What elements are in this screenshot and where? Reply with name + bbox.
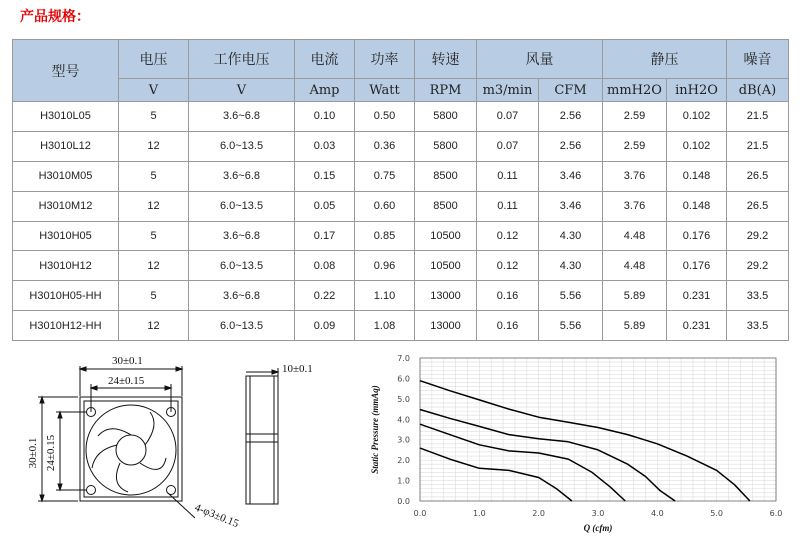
x-tick-label: 0.0 [413,509,427,518]
cell-m3: 0.11 [477,191,539,221]
cell-v: 5 [119,281,189,311]
cell-m3: 0.12 [477,251,539,281]
cell-watt: 0.75 [355,161,415,191]
cell-rpm: 8500 [415,191,477,221]
cell-m3: 0.12 [477,221,539,251]
cell-amp: 0.15 [295,161,355,191]
cell-v: 5 [119,161,189,191]
cell-wv: 6.0~13.5 [189,311,295,341]
cell-cfm: 3.46 [539,161,603,191]
y-tick-label: 1.0 [397,476,410,486]
table-row [13,191,789,221]
cell-db: 33.5 [727,311,789,341]
y-tick-label: 6.0 [397,374,410,384]
cell-amp: 0.05 [295,191,355,221]
table-row [13,221,789,251]
cell-cfm: 3.46 [539,191,603,221]
cell-inch: 0.231 [667,311,727,341]
thickness-dimension: 10±0.1 [282,363,313,375]
unit-power: Watt [355,79,415,102]
cell-v: 5 [119,102,189,132]
cell-watt: 0.60 [355,191,415,221]
cell-inch: 0.148 [667,191,727,221]
cell-model: H3010L12 [13,131,119,161]
y-axis-label: Static Pressure (mmAq) [370,385,380,474]
table-row [13,102,789,132]
unit-noise: dB(A) [727,79,789,102]
header-working-voltage: 工作电压 [189,40,295,79]
spec-table-body [13,102,789,341]
cell-db: 29.2 [727,251,789,281]
cell-m3: 0.07 [477,102,539,132]
unit-current: Amp [295,79,355,102]
table-row [13,311,789,341]
cell-cfm: 4.30 [539,221,603,251]
unit-working-voltage: V [189,79,295,102]
cell-inch: 0.176 [667,251,727,281]
cell-m3: 0.07 [477,131,539,161]
cell-m3: 0.11 [477,161,539,191]
cell-rpm: 10500 [415,251,477,281]
cell-db: 33.5 [727,281,789,311]
cell-cfm: 5.56 [539,311,603,341]
cell-v: 12 [119,131,189,161]
y-tick-label: 7.0 [397,354,410,363]
fan-side-view [246,368,278,504]
cell-wv: 3.6~6.8 [189,221,295,251]
cell-mm: 5.89 [603,311,667,341]
cell-mm: 3.76 [603,161,667,191]
cell-rpm: 13000 [415,311,477,341]
cell-mm: 4.48 [603,221,667,251]
cell-mm: 4.48 [603,251,667,281]
cell-m3: 0.16 [477,281,539,311]
cell-db: 29.2 [727,221,789,251]
x-tick-label: 1.0 [472,509,486,518]
cell-db: 21.5 [727,131,789,161]
header-noise: 噪音 [727,40,789,79]
cell-mm: 2.59 [603,102,667,132]
cell-rpm: 5800 [415,131,477,161]
cell-db: 21.5 [727,102,789,132]
cell-inch: 0.176 [667,221,727,251]
drawings-area [0,350,800,556]
cell-inch: 0.231 [667,281,727,311]
cell-watt: 1.10 [355,281,415,311]
cell-wv: 3.6~6.8 [189,161,295,191]
cell-model: H3010M05 [13,161,119,191]
cell-amp: 0.08 [295,251,355,281]
table-row [13,131,789,161]
cell-amp: 0.22 [295,281,355,311]
cell-v: 5 [119,221,189,251]
hole-note: 4-φ3±0.15 [192,501,241,531]
cell-db: 26.5 [727,161,789,191]
table-row [13,161,789,191]
cell-inch: 0.148 [667,161,727,191]
cell-model: H3010H12-HH [13,311,119,341]
cell-wv: 6.0~13.5 [189,191,295,221]
x-axis-label: Q (cfm) [583,523,613,533]
header-airflow: 风量 [477,40,603,79]
cell-mm: 3.76 [603,191,667,221]
cell-amp: 0.09 [295,311,355,341]
header-current: 电流 [295,40,355,79]
cell-rpm: 5800 [415,102,477,132]
table-row [13,281,789,311]
cell-amp: 0.10 [295,102,355,132]
pq-chart [370,354,782,533]
cell-rpm: 13000 [415,281,477,311]
cell-wv: 3.6~6.8 [189,102,295,132]
cell-cfm: 4.30 [539,251,603,281]
cell-mm: 2.59 [603,131,667,161]
cell-model: H3010H12 [13,251,119,281]
cell-cfm: 5.56 [539,281,603,311]
cell-m3: 0.16 [477,311,539,341]
height-dimension: 30±0.1 [27,437,39,469]
cell-wv: 6.0~13.5 [189,131,295,161]
cell-inch: 0.102 [667,131,727,161]
hole-dimension: 24±0.15 [108,375,145,387]
unit-voltage: V [119,79,189,102]
hole-dimension-vertical: 24±0.15 [45,434,57,472]
cell-wv: 3.6~6.8 [189,281,295,311]
page-title: 产品规格： [20,9,90,25]
cell-rpm: 10500 [415,221,477,251]
x-tick-label: 2.0 [532,509,546,518]
cell-watt: 1.08 [355,311,415,341]
cell-watt: 0.85 [355,221,415,251]
cell-model: H3010M12 [13,191,119,221]
x-tick-label: 6.0 [769,509,783,518]
cell-amp: 0.17 [295,221,355,251]
cell-cfm: 2.56 [539,131,603,161]
x-tick-label: 5.0 [710,509,724,518]
cell-model: H3010H05 [13,221,119,251]
unit-airflow-m3: m3/min [477,79,539,102]
spec-table [12,39,789,341]
cell-watt: 0.50 [355,102,415,132]
cell-watt: 0.96 [355,251,415,281]
cell-amp: 0.03 [295,131,355,161]
cell-rpm: 8500 [415,161,477,191]
y-tick-label: 2.0 [397,456,410,466]
cell-v: 12 [119,191,189,221]
cell-mm: 5.89 [603,281,667,311]
y-tick-label: 3.0 [397,435,410,445]
cell-watt: 0.36 [355,131,415,161]
cell-inch: 0.102 [667,102,727,132]
cell-cfm: 2.56 [539,102,603,132]
cell-v: 12 [119,251,189,281]
x-tick-label: 4.0 [650,509,664,518]
unit-speed: RPM [415,79,477,102]
header-speed: 转速 [415,40,477,79]
cell-model: H3010L05 [13,102,119,132]
table-row [13,251,789,281]
fan-front-view [38,366,195,518]
header-power: 功率 [355,40,415,79]
y-tick-label: 0.0 [397,497,410,506]
unit-pressure-in: inH2O [667,79,727,102]
width-dimension: 30±0.1 [112,355,143,367]
unit-pressure-mm: mmH2O [603,79,667,102]
y-tick-label: 5.0 [397,394,410,404]
header-voltage: 电压 [119,40,189,79]
cell-v: 12 [119,311,189,341]
header-static-pressure: 静压 [603,40,727,79]
y-tick-label: 4.0 [397,415,410,425]
unit-airflow-cfm: CFM [539,79,603,102]
header-model: 型号 [13,40,119,102]
cell-db: 26.5 [727,191,789,221]
cell-model: H3010H05-HH [13,281,119,311]
x-tick-label: 3.0 [591,509,605,518]
cell-wv: 6.0~13.5 [189,251,295,281]
